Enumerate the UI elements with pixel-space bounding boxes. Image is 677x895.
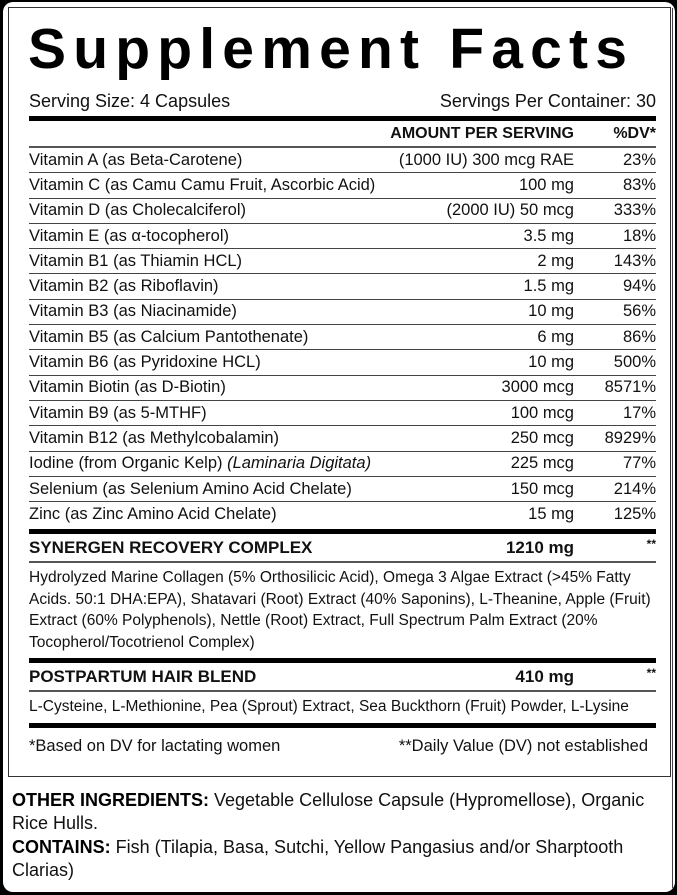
footnote-not-established: **Daily Value (DV) not established — [398, 736, 648, 755]
other-ingredients — [12, 789, 672, 834]
blend-ingredients: Hydrolyzed Marine Collagen (5% Orthosilicic Acid), Omega 3 Algae Extract (>45% Fatty Acids. 50:1 DHA:EPA), Shatavari (Root) Extract (40% Saponins), L-Theanine, Apple (Fruit) Extract (60% Polyphenols), Nettle (Root) Extract, Full Spectrum Palm Extract (20% Tocopherol/Tocotrienol Complex) — [29, 569, 651, 651]
blend-amount: 410 mg — [515, 666, 574, 686]
nutrient-name: Vitamin D (as Cholecalciferol) — [29, 201, 247, 220]
nutrient-name: Zinc (as Zinc Amino Acid Chelate) — [29, 505, 277, 524]
nutrient-amount: 10 mg — [528, 302, 574, 321]
supplement-facts-box — [8, 7, 671, 777]
blend-amount: 1210 mg — [505, 537, 574, 557]
edge-line — [672, 8, 673, 888]
nutrient-name: Vitamin B6 (as Pyridoxine HCL) — [29, 353, 261, 372]
blend-name: SYNERGEN RECOVERY COMPLEX — [29, 537, 313, 557]
nutrient-amount: 15 mg — [528, 505, 574, 524]
nutrient-name-main: Iodine (from Organic Kelp) — [29, 454, 228, 473]
blend-dv: ** — [646, 666, 656, 681]
column-header-row — [29, 121, 656, 146]
serving-size: Serving Size: 4 Capsules — [29, 91, 231, 111]
other-ingredients-label: OTHER INGREDIENTS: — [12, 790, 210, 810]
facts-content — [29, 8, 656, 756]
nutrient-row — [29, 401, 656, 426]
nutrient-row — [29, 224, 656, 249]
servings-per-container: Servings Per Container: 30 — [439, 91, 656, 111]
nutrient-row — [29, 325, 656, 350]
other-info — [12, 789, 672, 883]
nutrient-amount: 3.5 mg — [523, 226, 574, 245]
label-title: Supplement Facts — [28, 17, 635, 81]
nutrient-name: Selenium (as Selenium Amino Acid Chelate) — [29, 479, 352, 498]
nutrient-dv: 8929% — [604, 428, 656, 447]
other-ingredients-text: Vegetable Cellulose Capsule (Hypromellose), Organic Rice Hulls. — [12, 790, 645, 833]
nutrient-dv: 125% — [613, 505, 656, 524]
nutrient-row — [29, 502, 656, 527]
nutrient-row — [29, 173, 656, 198]
amount-header: AMOUNT PER SERVING — [390, 124, 574, 142]
nutrient-name: Vitamin B12 (as Methylcobalamin) — [29, 428, 280, 447]
nutrient-list — [29, 148, 656, 527]
nutrient-row — [29, 300, 656, 325]
nutrient-amount: 6 mg — [537, 327, 574, 346]
nutrient-row — [29, 148, 656, 173]
blend-dv: ** — [646, 537, 656, 552]
nutrient-dv: 500% — [613, 353, 656, 372]
blend-header-postpartum — [29, 663, 656, 690]
nutrient-row — [29, 376, 656, 401]
nutrient-name: Vitamin B2 (as Riboflavin) — [29, 277, 219, 296]
blend-ingredients: L-Cysteine, L-Methionine, Pea (Sprout) Extract, Sea Buckthorn (Fruit) Powder, L-Lysine — [29, 698, 629, 716]
nutrient-dv: 94% — [622, 277, 656, 296]
nutrient-name: Vitamin C (as Camu Camu Fruit, Ascorbic Acid) — [29, 175, 376, 194]
nutrient-name — [29, 454, 511, 473]
nutrient-amount: 100 mcg — [510, 403, 574, 422]
nutrient-name: Vitamin B3 (as Niacinamide) — [29, 302, 237, 321]
nutrient-dv: 17% — [622, 403, 656, 422]
nutrient-dv: 333% — [613, 201, 656, 220]
contains-label: CONTAINS: — [12, 837, 111, 857]
nutrient-dv: 214% — [613, 479, 656, 498]
nutrient-dv: 77% — [622, 454, 656, 473]
nutrient-amount: 225 mcg — [510, 454, 574, 473]
nutrient-name: Vitamin B1 (as Thiamin HCL) — [29, 251, 243, 270]
nutrient-amount: 2 mg — [537, 251, 574, 270]
nutrient-row — [29, 477, 656, 502]
nutrient-row — [29, 452, 656, 477]
dv-header: %DV* — [613, 124, 656, 142]
contains — [12, 836, 672, 881]
nutrient-row — [29, 350, 656, 375]
nutrient-dv: 143% — [613, 251, 656, 270]
nutrient-name: Vitamin A (as Beta-Carotene) — [29, 150, 243, 169]
nutrient-name: Vitamin E (as α-tocopherol) — [29, 226, 229, 245]
nutrient-amount: (1000 IU) 300 mcg RAE — [398, 150, 574, 169]
nutrient-name-latin: (Laminaria Digitata) — [227, 454, 372, 473]
serving-info — [29, 92, 656, 110]
nutrient-dv: 83% — [622, 175, 656, 194]
nutrient-row — [29, 199, 656, 224]
nutrient-amount: 3000 mcg — [501, 378, 574, 397]
nutrient-name: Vitamin B9 (as 5-MTHF) — [29, 403, 207, 422]
contains-text: Fish (Tilapia, Basa, Sutchi, Yellow Pangasius and/or Sharptooth Clarias) — [12, 837, 624, 880]
nutrient-amount: 100 mg — [518, 175, 574, 194]
nutrient-name: Vitamin Biotin (as D-Biotin) — [29, 378, 226, 397]
nutrient-name: Vitamin B5 (as Calcium Pantothenate) — [29, 327, 309, 346]
footnotes — [29, 728, 656, 756]
nutrient-row — [29, 274, 656, 299]
label-panel — [3, 2, 675, 892]
blend-name: POSTPARTUM HAIR BLEND — [29, 666, 257, 686]
nutrient-dv: 23% — [622, 150, 656, 169]
nutrient-dv: 18% — [622, 226, 656, 245]
nutrient-amount: 10 mg — [528, 353, 574, 372]
nutrient-dv: 8571% — [604, 378, 656, 397]
nutrient-row — [29, 426, 656, 451]
footnote-dv-basis: *Based on DV for lactating women — [29, 736, 281, 755]
nutrient-amount: 1.5 mg — [523, 277, 574, 296]
nutrient-amount: 150 mcg — [510, 479, 574, 498]
nutrient-dv: 56% — [622, 302, 656, 321]
nutrient-row — [29, 249, 656, 274]
blend-header-synergen — [29, 534, 656, 561]
nutrient-amount: (2000 IU) 50 mcg — [446, 201, 574, 220]
nutrient-amount: 250 mcg — [510, 428, 574, 447]
nutrient-dv: 86% — [622, 327, 656, 346]
